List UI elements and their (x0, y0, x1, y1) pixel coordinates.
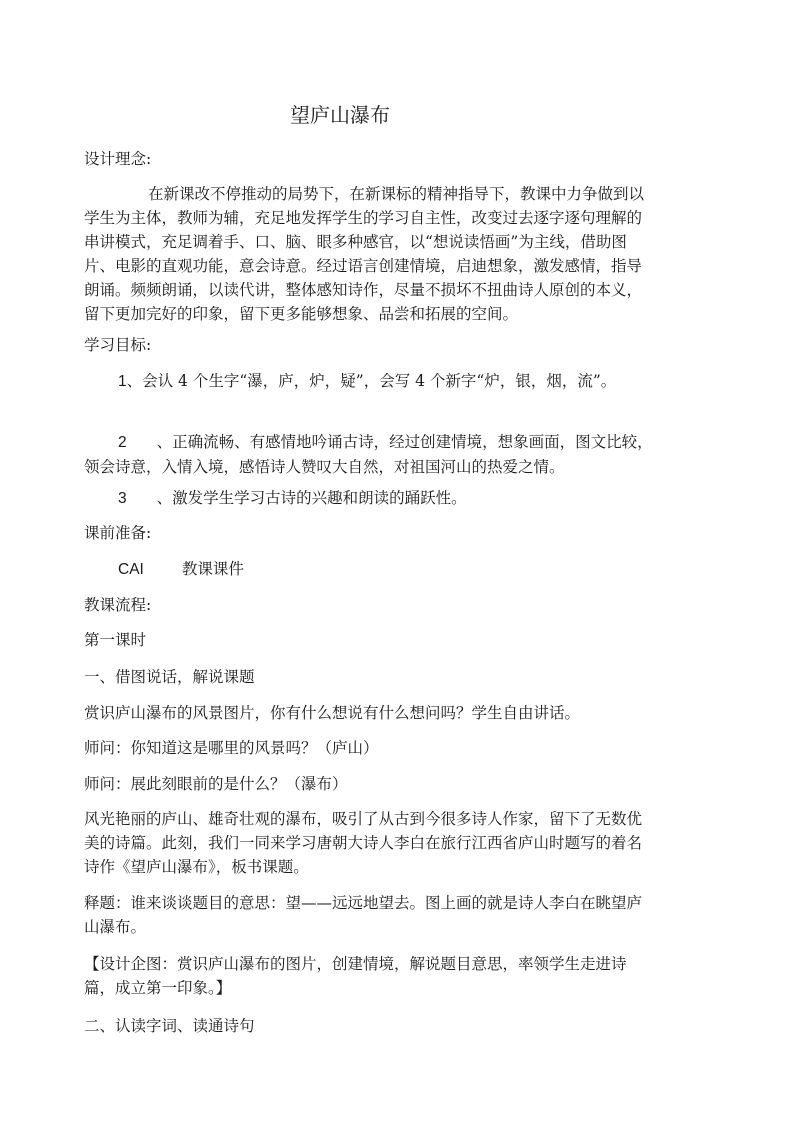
goal-number: 2 (118, 434, 127, 451)
design-intent-note: 【设计企图：赏识庐山瀑布的图片，创建情境，解说题目意思，率领学生走进诗篇，成立第一印象。】 (84, 955, 627, 997)
section-one-paragraph-2: 风光艳丽的庐山、雄奇壮观的瀑布，吸引了从古到今很多诗人作家，留下了无数优美的诗篇。此刻，我们一同来学习唐朝大诗人李白在旅行江西省庐山时题写的着名诗作《望庐山瀑布》，板书课题。 (84, 810, 643, 876)
teacher-question-2: 师问：展此刻眼前的是什么？（瀑布） (84, 775, 348, 793)
goal-text: 、激发学生学习古诗的兴趣和朗读的踊跃性。 (156, 489, 467, 507)
section-one-paragraph-1: 赏识庐山瀑布的风景图片，你有什么想说有什么想问吗？学生自由讲话。 (84, 704, 581, 722)
design-concept-paragraph: 在新课改不停推动的局势下，在新课标的精神指导下，教课中力争做到以学生为主体，教师为辅，充足地发挥学生的学习自主性，改变过去逐字逐句理解的串讲模式，充足调着手、口、脑、眼多种感官，以“想说读悟画”为主线，借助图片、电影的直观功能，意会诗意。经过语言创建情境，启迪想象，激发感情，指导朗诵。频频朗诵，以读代讲，整体感知诗作，尽量不损坏不扭曲诗人原创的本义，留下更加完好的印象，留下更多能够想象、品尝和拓展的空间。 (84, 185, 645, 323)
teacher-question-1: 师问：你知道这是哪里的风景吗？（庐山） (84, 739, 379, 757)
goal-item-2 (84, 430, 654, 479)
preparation-item (118, 562, 244, 578)
goal-number: 3 (118, 490, 127, 507)
goal-text: 、会认 4 个生字“瀑，庐，炉，疑”，会写 4 个新字“炉，银，烟，流”。 (126, 372, 617, 390)
title-explanation-paragraph: 释题：谁来谈谈题目的意思：望——远远地望去。图上画的就是诗人李白在眺望庐山瀑布。 (84, 894, 643, 936)
design-concept-label: 设计理念: (84, 150, 152, 168)
preparation-label: 课前准备: (84, 524, 152, 542)
goal-item-3 (118, 491, 467, 507)
learning-goals-label: 学习目标: (84, 336, 152, 354)
section-one-heading: 一、借图说话，解说课题 (84, 668, 255, 686)
section-two-heading: 二、认读字词、读通诗句 (84, 1017, 255, 1035)
preparation-text: 教课课件 (181, 560, 244, 578)
cai-label: CAI (118, 561, 144, 578)
teaching-flow-label: 教课流程: (84, 596, 152, 614)
goal-text: 、正确流畅、有感情地吟诵古诗，经过创建情境，想象画面，图文比较，领会诗意，入情入境，感悟诗人赞叹大自然，对祖国河山的热爱之情。 (84, 433, 653, 476)
goal-number: 1 (118, 373, 127, 390)
goal-item-1 (118, 374, 616, 390)
page-title: 望庐山瀑布 (290, 103, 390, 127)
lesson-one-heading: 第一课时 (84, 631, 147, 649)
